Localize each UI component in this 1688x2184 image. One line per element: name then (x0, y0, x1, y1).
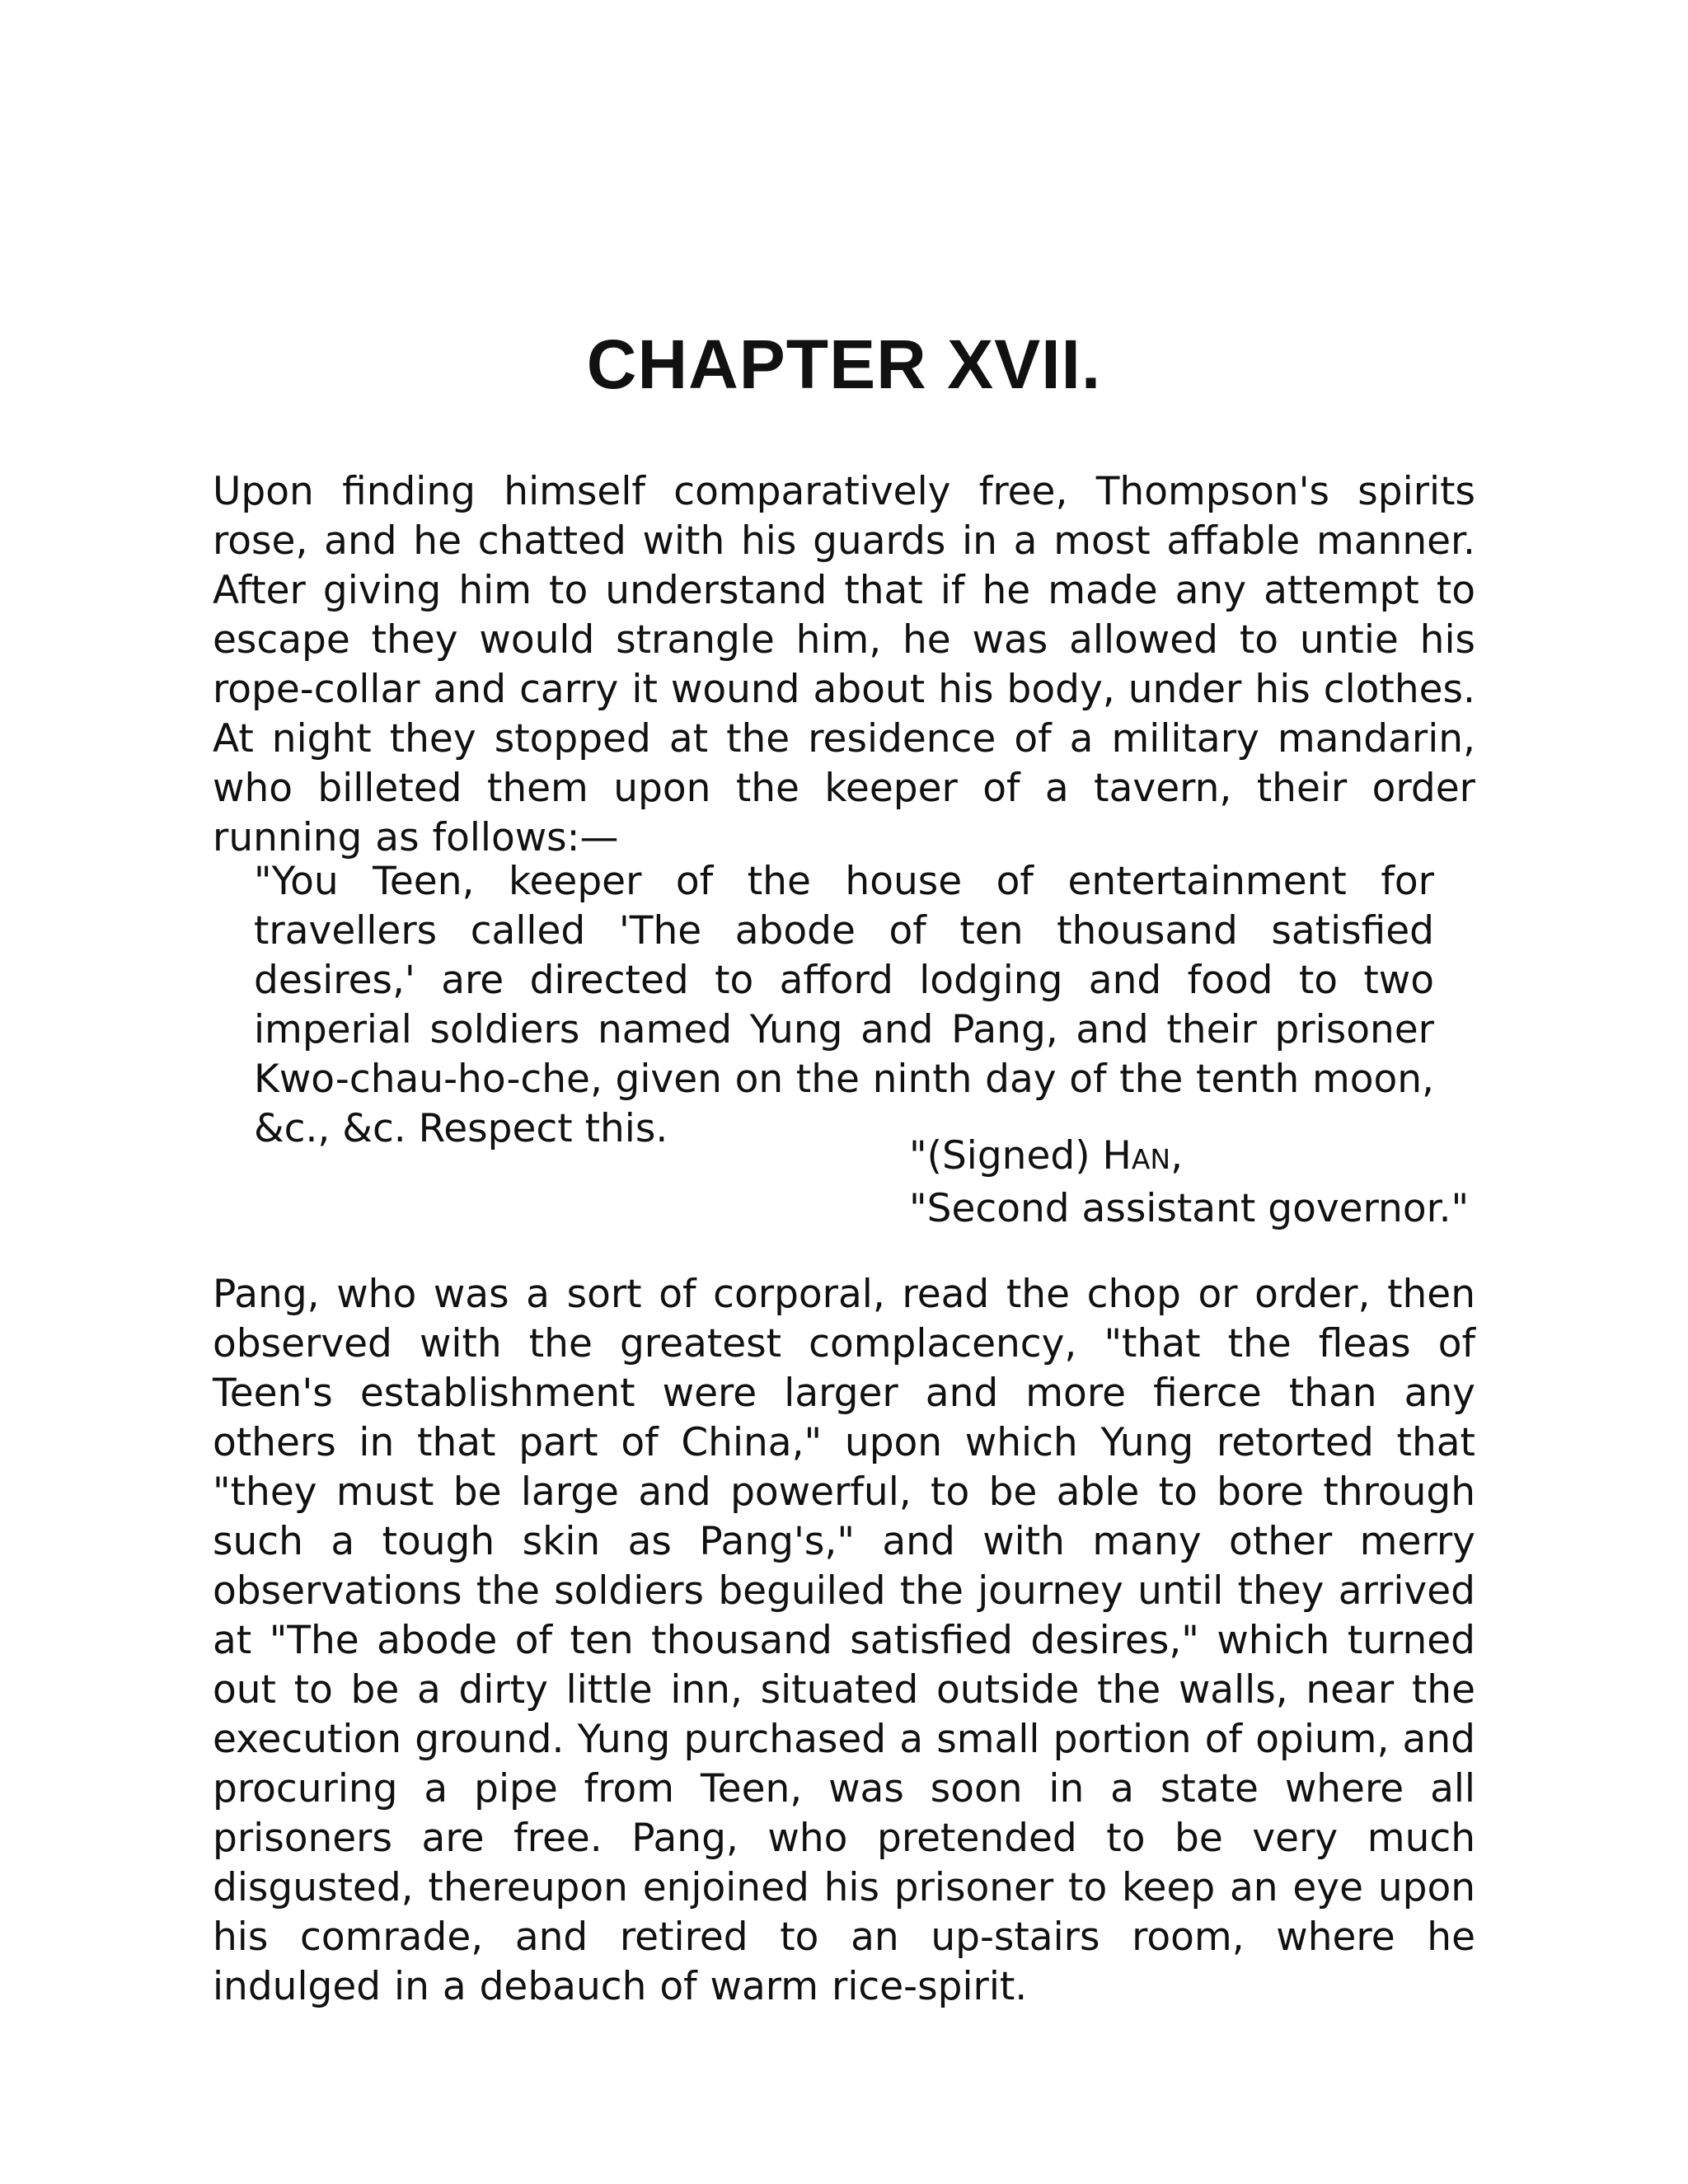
signed-suffix: , (1170, 1133, 1184, 1179)
paragraph-pang-yung: Pang, who was a sort of corporal, read the chop or order, then observed with the greatest complacency, "that the fleas of Teen's establishment were larger and more fierce than any others in that part of China," upon which Yung retorted that "they must be large and powerful, to be able to bore through such a tough skin as Pang's," and with many other merry observations the soldiers beguiled the journey until they arrived at "The abode of ten thousand satisfied desires," which turned out to be a dirty little inn, situated outside the walls, near the execution ground. Yung purchased a small portion of opium, and procuring a pipe from Teen, was soon in a state where all prisoners are free. Pang, who pretended to be very much disgusted, thereupon enjoined his prisoner to keep an eye upon his comrade, and retired to an up-stairs room, where he indulged in a debauch of warm rice-spirit. (213, 1272, 1475, 2009)
signed-prefix: "(Signed) (909, 1133, 1103, 1179)
signer-name-smallcaps: AN (1131, 1143, 1171, 1175)
paragraph-opening: Upon finding himself comparatively free, Thompson's spirits rose, and he chatted with his guards in a most affable manner. After giving him to understand that if he made any attempt to escape they would strangle him, he was allowed to untie his rope-collar and carry it wound about his body, under his clothes. At night they stopped at the residence of a military mandarin, who billeted them upon the keeper of a tavern, their order running as follows:— (213, 469, 1475, 860)
order-signature (909, 1132, 1486, 1234)
signature-line (909, 1132, 1486, 1184)
signer-title: "Second assistant governor." (909, 1186, 1470, 1231)
quoted-order: "You Teen, keeper of the house of entertainment for travellers called 'The abode of ten thousand satisfied desires,' are directed to afford lodging and food to two imperial soldiers named Yung and Pang, and their prisoner Kwo-chau-ho-che, given on the ninth day of the tenth moon, &c., &c. Respect this. (254, 859, 1434, 1151)
chapter-title: CHAPTER XVII. (586, 326, 1102, 403)
signer-initial: H (1102, 1133, 1132, 1179)
